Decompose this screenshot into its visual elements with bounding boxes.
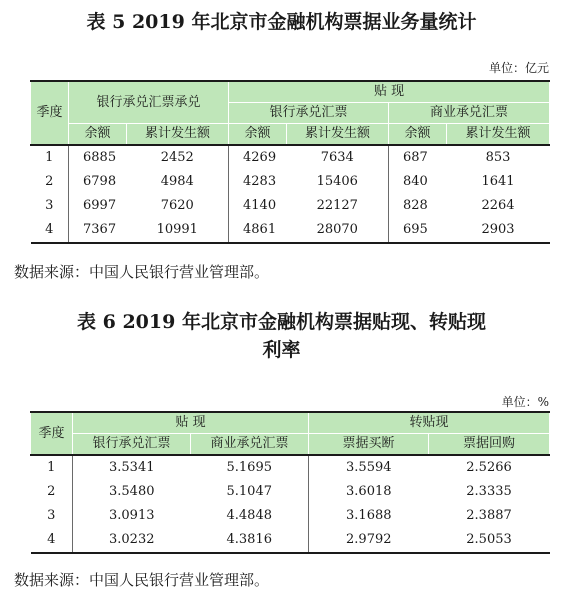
table-cell: 3.5341: [73, 455, 191, 480]
table6-title: [0, 308, 563, 364]
table-cell: 22127: [287, 194, 389, 218]
table-cell: 3: [31, 504, 73, 528]
balance-header: 余额: [69, 124, 127, 146]
table-row: [31, 455, 550, 480]
table-cell: 4.4848: [191, 504, 309, 528]
cumulative-header: 累计发生额: [447, 124, 550, 146]
balance-header: 余额: [389, 124, 447, 146]
table-row: [31, 218, 550, 243]
table5-title: 表 5 2019 年北京市金融机构票据业务量统计: [86, 11, 477, 33]
table6-source: 数据来源：中国人民银行营业管理部。: [14, 571, 270, 589]
table-cell: 4: [31, 218, 69, 243]
table-cell: 28070: [287, 218, 389, 243]
table-cell: 6885: [69, 145, 127, 170]
table-row: [31, 170, 550, 194]
acceptance-header: 银行承兑汇票承兑: [69, 81, 229, 124]
table-row: [31, 528, 550, 553]
table-cell: 2903: [481, 222, 515, 237]
table5: [30, 80, 550, 244]
balance-header: 余额: [229, 124, 287, 146]
table-cell: 10991: [127, 218, 229, 243]
table6: [30, 411, 550, 554]
table-cell: 15406: [287, 170, 389, 194]
table-cell: 2.5053: [466, 532, 512, 547]
table-cell: 2.5266: [429, 455, 550, 480]
discount-header: 贴 现: [229, 81, 550, 103]
table-cell: 2.3335: [466, 484, 512, 499]
cumulative-header: 累计发生额: [127, 124, 229, 146]
table-cell: 2: [31, 170, 69, 194]
table-cell: 2: [31, 480, 73, 504]
table-cell: 4861: [243, 222, 277, 237]
table-cell: 2264: [481, 198, 515, 213]
table-cell: 4.3816: [191, 528, 309, 553]
rediscount-header: 转贴现: [309, 412, 550, 434]
table-cell: 4: [31, 528, 73, 553]
table-cell: 4140: [243, 198, 277, 213]
table-cell: 3.6018: [346, 484, 392, 499]
table-cell: 7620: [127, 194, 229, 218]
table-cell: 1: [31, 145, 69, 170]
table-cell: 853: [447, 145, 550, 170]
season-header: 季度: [31, 81, 69, 145]
table-cell: 6798: [83, 174, 117, 189]
table-cell: 2452: [127, 145, 229, 170]
discount-header: 贴 现: [73, 412, 309, 434]
table-cell: 687: [389, 145, 447, 170]
table5-source: 数据来源：中国人民银行营业管理部。: [14, 263, 270, 281]
cumulative-header: 累计发生额: [287, 124, 389, 146]
table-cell: 3.0232: [109, 532, 155, 547]
table5-unit: 单位：亿元: [488, 61, 549, 75]
table-cell: 695: [403, 222, 428, 237]
commercial-bill-header: 商业承兑汇票: [191, 434, 309, 456]
table-cell: 3.5480: [109, 484, 155, 499]
table-cell: 4269: [229, 145, 287, 170]
table-row: [31, 504, 550, 528]
bank-bill-header: 银行承兑汇票: [229, 103, 389, 124]
table-cell: 840: [403, 174, 428, 189]
table-cell: 2.9792: [346, 532, 392, 547]
table-cell: 4283: [243, 174, 277, 189]
table-cell: 5.1695: [191, 455, 309, 480]
table-cell: 3.0913: [109, 508, 155, 523]
table6-title-line2: 利率: [262, 339, 301, 361]
bank-bill-header: 银行承兑汇票: [73, 434, 191, 456]
table-cell: 3: [31, 194, 69, 218]
commercial-bill-header: 商业承兑汇票: [389, 103, 550, 124]
table-row: [31, 145, 550, 170]
table-cell: 2.3887: [466, 508, 512, 523]
table6-unit: 单位：%: [501, 395, 549, 409]
table-row: [31, 194, 550, 218]
buyout-header: 票据买断: [309, 434, 429, 456]
repurchase-header: 票据回购: [429, 434, 550, 456]
table-cell: 3.1688: [346, 508, 392, 523]
table-cell: 828: [403, 198, 428, 213]
table-cell: 7367: [83, 222, 117, 237]
table-row: [31, 480, 550, 504]
table-cell: 1641: [481, 174, 515, 189]
table6-title-line1: 表 6 2019 年北京市金融机构票据贴现、转贴现: [77, 311, 486, 333]
table-cell: 7634: [287, 145, 389, 170]
table-cell: 1: [31, 455, 73, 480]
table-cell: 3.5594: [309, 455, 429, 480]
table-cell: 4984: [127, 170, 229, 194]
table-cell: 6997: [83, 198, 117, 213]
season-header: 季度: [31, 412, 73, 455]
table-cell: 5.1047: [191, 480, 309, 504]
